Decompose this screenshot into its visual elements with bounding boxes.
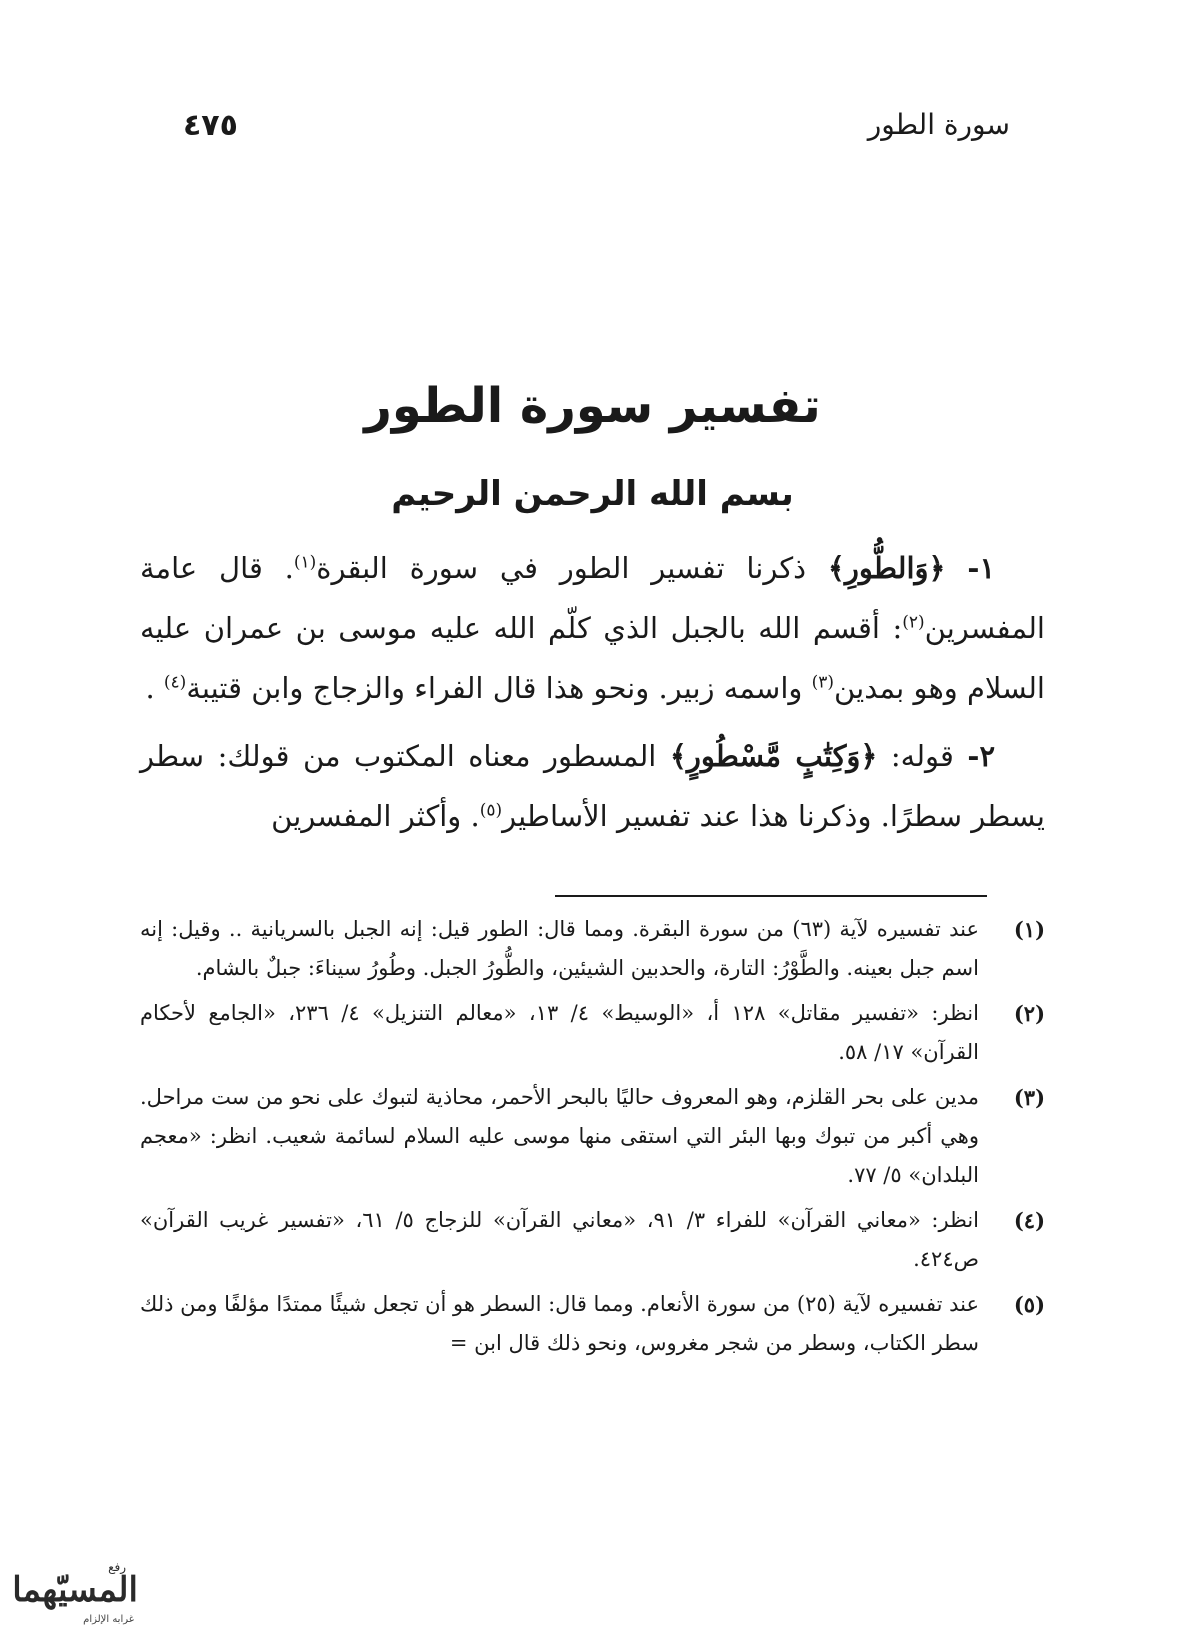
text-run: . قال عامة المفسرين bbox=[140, 551, 1045, 645]
verse-number: ١- bbox=[967, 551, 996, 585]
footnote-number: (٢) bbox=[1013, 1001, 1045, 1026]
footnote-number: (٣) bbox=[1013, 1085, 1045, 1110]
text-run: المسطور معناه المكتوب من قولك: سطر يسطر سطرًا. وذكرنا هذا عند تفسير الأساطير bbox=[140, 739, 1045, 833]
footnote-number: (٤) bbox=[1013, 1208, 1045, 1233]
footnote-item bbox=[140, 994, 1045, 1072]
text-run: ذكرنا تفسير الطور في سورة البقرة bbox=[316, 551, 828, 585]
footnote-ref-4[interactable]: (٤) bbox=[163, 672, 187, 693]
footnote-item bbox=[140, 910, 1045, 988]
footnote-divider bbox=[555, 895, 987, 897]
footnote-text: انظر: «تفسير مقاتل» ١٢٨ أ، «الوسيط» ٤/ ١٣، «معالم التنزيل» ٤/ ٢٣٦، «الجامع لأحكام القرآن» ١٧/ ٥٨. bbox=[140, 1001, 979, 1064]
text-run: : أقسم الله بالجبل الذي كلّم الله عليه موسى بن عمران عليه السلام وهو بمدين bbox=[140, 611, 1045, 705]
footnotes bbox=[140, 910, 1045, 1369]
footnote-item bbox=[140, 1285, 1045, 1363]
logo-sub-text: غرابه الإلزام bbox=[83, 1614, 134, 1625]
verse-number: ٢- bbox=[967, 739, 996, 773]
logo-main-text: المسيّهما bbox=[12, 1570, 138, 1610]
paragraph-2 bbox=[140, 726, 1045, 846]
running-title: سورة الطور bbox=[867, 108, 1010, 141]
footnote-text: انظر: «معاني القرآن» للفراء ٣/ ٩١، «معاني القرآن» للزجاج ٥/ ٦١، «تفسير غريب القرآن» ص٤٢٤. bbox=[140, 1208, 979, 1271]
paragraph-1 bbox=[140, 538, 1045, 718]
basmala: بسم الله الرحمن الرحيم bbox=[391, 474, 794, 514]
running-header bbox=[183, 108, 1010, 158]
footnote-item bbox=[140, 1078, 1045, 1195]
footnote-item bbox=[140, 1201, 1045, 1279]
logo-top-text: رفع bbox=[108, 1560, 126, 1574]
text-run: . bbox=[145, 671, 164, 705]
footnote-number: (١) bbox=[1013, 917, 1045, 942]
footnote-number: (٥) bbox=[1013, 1292, 1045, 1317]
page-number: ٤٧٥ bbox=[183, 108, 238, 143]
footnote-ref-1[interactable]: (١) bbox=[293, 552, 317, 573]
text-run: . وأكثر المفسرين bbox=[271, 799, 480, 833]
footnote-text: عند تفسيره لآية (٦٣) من سورة البقرة. ومما قال: الطور قيل: إنه الجبل بالسريانية .. وقيل: إنه اسم جبل بعينه. والطَّوْرُ: التارة، والحدبين الشيئين، والطُّورُ الجبل. وطُورُ سيناءَ: جبلٌ بالشام. bbox=[140, 917, 979, 980]
quran-quote: ﴿وَكِتَٰبٍ مَّسْطُورٍ﴾ bbox=[669, 739, 878, 773]
main-text bbox=[140, 538, 1045, 854]
text-run: قوله: bbox=[877, 739, 968, 773]
footnote-ref-2[interactable]: (٢) bbox=[902, 612, 925, 633]
footnote-text: عند تفسيره لآية (٢٥) من سورة الأنعام. ومما قال: السطر هو أن تجعل شيئًا ممتدًا مؤلفًا ومن ذلك سطر الكتاب، وسطر من شجر مغروس، ونحو ذلك قال ابن = bbox=[140, 1292, 979, 1355]
footnote-ref-5[interactable]: (٥) bbox=[479, 800, 503, 821]
footnote-text: مدين على بحر القلزم، وهو المعروف حاليًا بالبحر الأحمر، محاذية لتبوك على نحو من ست مراحل. وهي أكبر من تبوك وبها البئر التي استقى منها موسى عليه السلام لسائمة شعيب. انظر: «معجم البلدان» ٥/ ٧٧. bbox=[140, 1085, 979, 1187]
surah-title: تفسير سورة الطور bbox=[364, 378, 821, 434]
quran-quote: ﴿وَالطُّورِ﴾ bbox=[827, 551, 946, 585]
text-run: واسمه زبير. ونحو هذا قال الفراء والزجاج وابن قتيبة bbox=[186, 671, 812, 705]
footnote-ref-3[interactable]: (٣) bbox=[811, 672, 835, 693]
publisher-logo bbox=[12, 1560, 138, 1634]
